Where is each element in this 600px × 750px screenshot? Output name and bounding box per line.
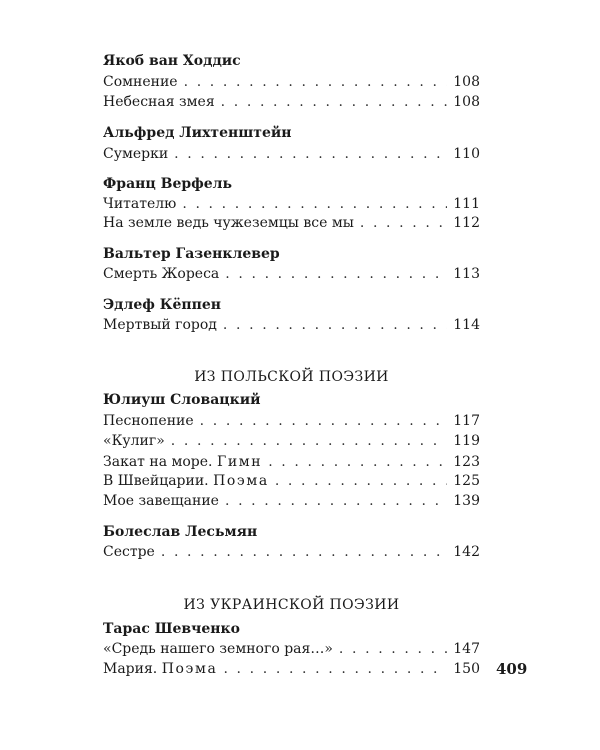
toc-entry	[103, 265, 480, 283]
author-heading: Болеслав Лесьмян	[103, 524, 258, 540]
author-heading: Якоб ван Ходдис	[103, 53, 241, 69]
toc-entry	[103, 640, 480, 658]
entry-page: 117	[453, 413, 480, 429]
dot-leader	[182, 195, 447, 213]
entry-title: Песнопение	[103, 413, 194, 429]
dot-leader	[161, 543, 447, 561]
entry-page: 112	[453, 215, 480, 231]
entry-page: 150	[453, 661, 480, 677]
toc-entry	[103, 412, 480, 430]
entry-title	[103, 660, 217, 678]
toc-entry	[103, 432, 480, 450]
page-number: 409	[496, 660, 528, 678]
entry-page: 142	[453, 544, 480, 560]
dot-leader	[223, 316, 447, 334]
entry-title: Сестре	[103, 544, 155, 560]
entry-title: Мертвый город	[103, 317, 217, 333]
author-heading: Тарас Шевченко	[103, 621, 240, 637]
toc-entry	[103, 316, 480, 334]
entry-title-main: Мария.	[103, 661, 158, 677]
entry-page: 111	[453, 196, 480, 212]
section-heading-ukrainian: ИЗ УКРАИНСКОЙ ПОЭЗИИ	[183, 597, 400, 613]
dot-leader	[184, 73, 448, 91]
toc-entry	[103, 195, 480, 213]
entry-title: Читателю	[103, 196, 177, 212]
toc-entry	[103, 93, 480, 111]
dot-leader	[200, 412, 448, 430]
entry-title: На земле ведь чужеземцы все мы	[103, 215, 354, 231]
toc-entry	[103, 145, 480, 163]
entry-page: 119	[453, 433, 480, 449]
entry-page: 108	[453, 74, 480, 90]
entry-page: 147	[453, 641, 480, 657]
author-heading: Вальтер Газенклевер	[103, 246, 280, 262]
toc-entry	[103, 660, 480, 678]
author-heading: Франц Верфель	[103, 176, 233, 192]
dot-leader	[225, 492, 447, 510]
dot-leader	[223, 660, 447, 678]
dot-leader	[268, 453, 447, 471]
entry-title: «Средь нашего земного рая…»	[103, 641, 333, 657]
dot-leader	[171, 432, 448, 450]
entry-title: Сумерки	[103, 146, 169, 162]
entry-title: Мое завещание	[103, 493, 219, 509]
entry-page: 123	[453, 454, 480, 470]
toc-entry	[103, 543, 480, 561]
dot-leader	[339, 640, 447, 658]
entry-page: 108	[453, 94, 480, 110]
author-heading: Альфред Лихтенштейн	[103, 125, 292, 141]
dot-leader	[174, 145, 447, 163]
entry-title	[103, 472, 269, 490]
dot-leader	[275, 472, 447, 490]
toc-entry	[103, 73, 480, 91]
entry-title-genre: Поэма	[213, 473, 269, 489]
entry-title: Сомнение	[103, 74, 178, 90]
entry-title-main: Закат на море.	[103, 454, 213, 470]
section-heading-polish: ИЗ ПОЛЬСКОЙ ПОЭЗИИ	[194, 369, 389, 385]
entry-title: Небесная змея	[103, 94, 215, 110]
author-heading: Юлиуш Словацкий	[103, 392, 261, 408]
dot-leader	[221, 93, 448, 111]
entry-title-genre: Гимн	[216, 454, 263, 470]
toc-entry	[103, 472, 480, 490]
entry-page: 139	[453, 493, 480, 509]
entry-page: 114	[453, 317, 480, 333]
entry-title: Смерть Жореса	[103, 266, 220, 282]
entry-title-genre: Поэма	[161, 661, 218, 677]
toc-entry	[103, 453, 480, 471]
toc-entry	[103, 214, 480, 232]
entry-title	[103, 453, 262, 471]
dot-leader	[225, 265, 447, 283]
dot-leader	[360, 214, 447, 232]
entry-page: 125	[453, 473, 480, 489]
entry-page: 113	[453, 266, 480, 282]
entry-title-main: В Швейцарии.	[103, 473, 209, 489]
entry-title: «Кулиг»	[103, 433, 165, 449]
entry-page: 110	[453, 146, 480, 162]
author-heading: Эдлеф Кёппен	[103, 297, 222, 313]
toc-entry	[103, 492, 480, 510]
